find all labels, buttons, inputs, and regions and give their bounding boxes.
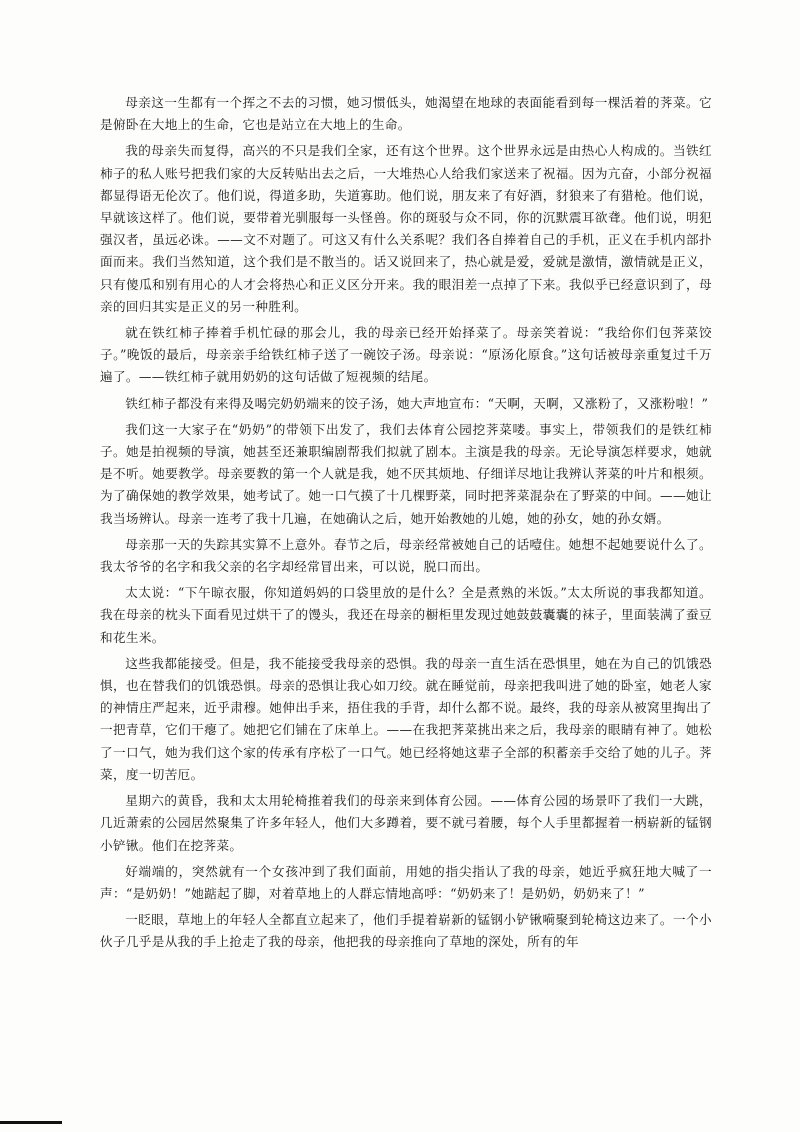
paragraph: 这些我都能接受。但是，我不能接受我母亲的恐惧。我的母亲一直生活在恐惧里，她在为自己的饥饿恐惧，也在替我们的饥饿恐惧。母亲的恐惧让我心如刀绞。就在睡觉前，母亲把我叫进了她的卧室，她老人家的神情庄严起来，近乎肃穆。她伸出手来，捂住我的手背，却什么都不说。最终，我的母亲从被窝里掏出了一把青草，它们干瘪了。她把它们铺在了床单上。——在我把荠菜挑出来之后，我母亲的眼睛有神了。她松了一口气，她为我们这个家的传承有序松了一口气。她已经将她这辈子全部的积蓄亲手交给了她的儿子。荠菜，度一切苦厄。 — [100, 655, 712, 782]
paragraph: 一眨眼，草地上的年轻人全都直立起来了，他们手提着崭新的锰钢小铲锹嗬聚到轮椅这边来了。一个小伙子几乎是从我的手上抢走了我的母亲，他把我的母亲推向了草地的深处，所有的年 — [100, 912, 712, 950]
paragraph: 星期六的黄昏，我和太太用轮椅推着我们的母亲来到体育公园。——体育公园的场景吓了我们一大跳，几近萧索的公园居然聚集了许多年轻人，他们大多蹲着，要不就弓着腰，每个人手里都握着一柄崭新的锰钢小铲锹。他们在挖荠菜。 — [100, 793, 712, 853]
paragraph: 我的母亲失而复得，高兴的不只是我们全家，还有这个世界。这个世界永远是由热心人构成的。当铁红柿子的私人账号把我们家的大反转贴出去之后，一大堆热心人给我们家送来了祝福。因为亢奋，小部分祝福都显得语无伦次了。他们说，得道多助，失道寡助。他们说，朋友来了有好酒，豺狼来了有猎枪。他们说，早就该这样了。他们说，要带着光驯服每一头怪兽。你的斑驳与众不同，你的沉默震耳欲聋。他们说，明犯强汉者，虽远必诛。——文不对题了。可这又有什么关系呢？我们各自捧着自己的手机，正义在手机内部扑面而来。我们当然知道，这个我们是不散当的。话又说回来了，热心就是爱，爱就是激情，激情就是正义，只有傻瓜和别有用心的人才会将热心和正义区分开来。我的眼泪差一点掉了下来。我似乎已经意识到了，母亲的回归其实是正义的另一种胜利。 — [100, 143, 712, 314]
paragraph: 好端端的，突然就有一个女孩冲到了我们面前，用她的指尖指认了我的母亲，她近乎疯狂地大喊了一声：“是奶奶！”她踮起了脚，对着草地上的人群忘情地高呼：“奶奶来了！是奶奶，奶奶来了！” — [100, 863, 712, 901]
paragraph: 太太说：“下午晾衣服，你知道妈妈的口袋里放的是什么？全是煮熟的米饭。”太太所说的事我都知道。我在母亲的枕头下面看见过烘干了的馒头，我还在母亲的橱柜里发现过她鼓鼓囊囊的袜子，里面装满了蚕豆和花生米。 — [100, 585, 712, 645]
paragraph: 我们这一大家子在“奶奶”的带领下出发了，我们去体育公园挖荠菜喽。事实上，带领我们的是铁红柿子。她是拍视频的导演，她甚至还兼职编剧帮我们拟就了剧本。主演是我的母亲。无论导演怎样要求，她就是不听。她要教学。母亲要教的第一个人就是我，她不厌其烦地、仔细详尽地让我辨认荠菜的叶片和根须。为了确保她的教学效果，她考试了。她一口气摸了十几棵野菜，同时把荠菜混杂在了野菜的中间。——她让我当场辨认。母亲一连考了我十几遍，在她确认之后，她开始教她的儿媳，她的孙女，她的孙女婿。 — [100, 421, 712, 526]
scan-edge-mark — [0, 1121, 62, 1124]
paragraph: 铁红柿子都没有来得及喝完奶奶端来的饺子汤，她大声地宣布：“天啊，天啊，又涨粉了，又涨粉啦！” — [125, 395, 709, 411]
paragraph: 就在铁红柿子捧着手机忙碌的那会儿，我的母亲已经开始择菜了。母亲笑着说：“我给你们包荠菜饺子。”晚饭的最后，母亲亲手给铁红柿子送了一碗饺子汤。母亲说：“原汤化原食。”这句话被母亲重复过千万遍了。——铁红柿子就用奶奶的这句话做了短视频的结尾。 — [100, 325, 712, 385]
article-body — [100, 92, 712, 958]
paragraph: 母亲这一生都有一个挥之不去的习惯，她习惯低头，她渴望在地球的表面能看到每一棵活着的荠菜。它是俯卧在大地上的生命，它也是站立在大地上的生命。 — [100, 95, 712, 133]
paragraph: 母亲那一天的失踪其实算不上意外。春节之后，母亲经常被她自己的话噎住。她想不起她要说什么了。我太爷爷的名字和我父亲的名字却经常冒出来，可以说，脱口而出。 — [100, 536, 712, 575]
